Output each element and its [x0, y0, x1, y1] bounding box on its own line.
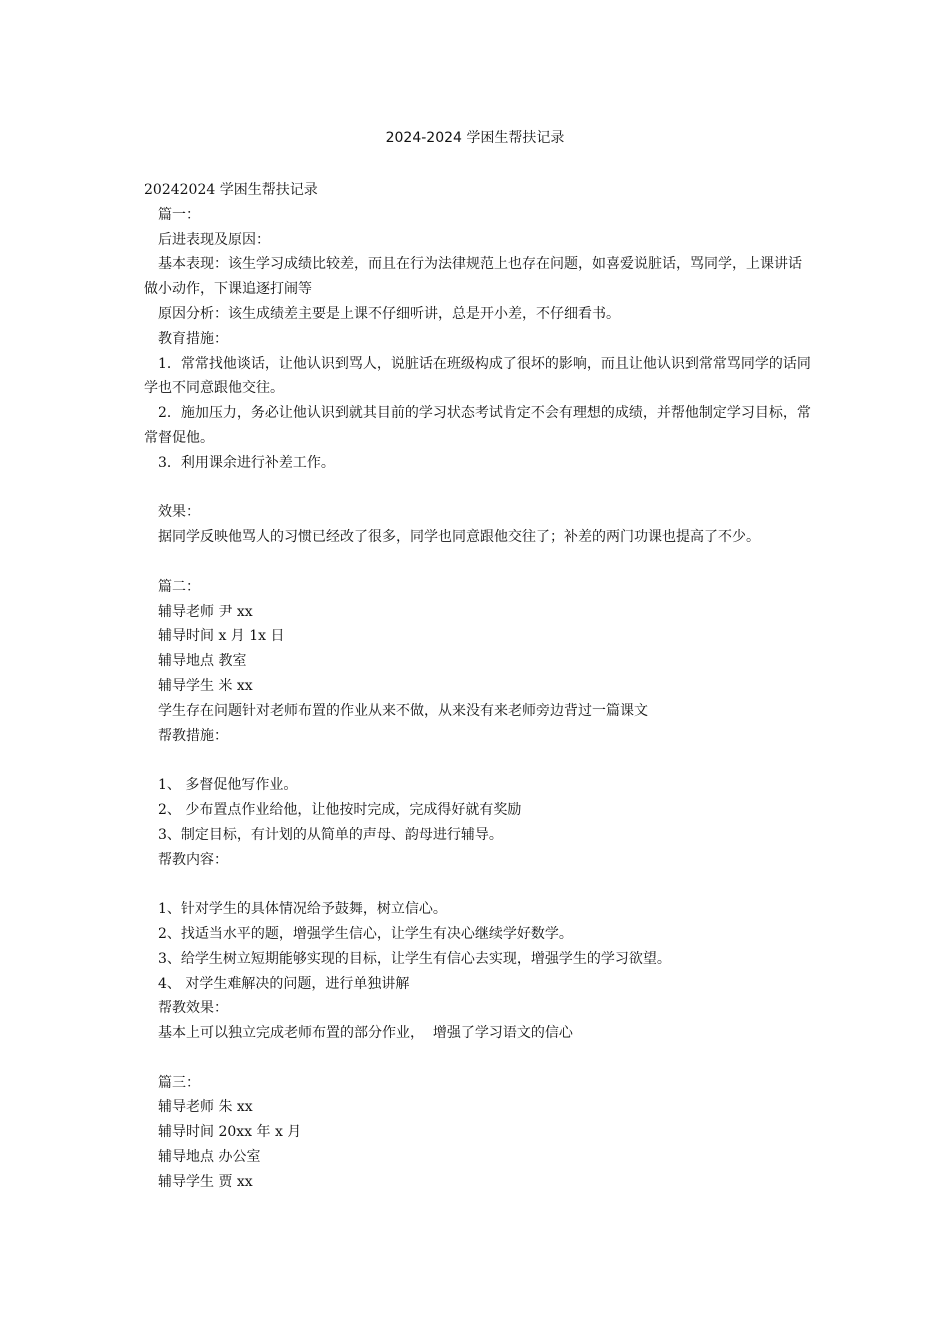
part2-measure-1: 1、 多督促他写作业。: [158, 777, 298, 794]
part1-effect-label: 效果：: [158, 504, 200, 521]
part2-content-4: 4、 对学生难解决的问题，进行单独讲解: [158, 975, 410, 992]
part2-measure-2: 2、 少布置点作业给他，让他按时完成，完成得好就有奖励: [158, 801, 522, 818]
part1-section-label: 后进表现及原因：: [158, 231, 270, 248]
part1-effect: 据同学反映他骂人的习惯已经改了很多，同学也同意跟他交往了；补差的两门功课也提高了不少。: [158, 529, 760, 546]
part1-basic-performance: 基本表现：该生学习成绩比较差，而且在行为法律规范上也存在问题，如喜爱说脏话，骂同学，上课讲话做小动作，下课追逐打闹等: [144, 256, 802, 298]
part2-teacher: 辅导老师 尹 xx: [158, 603, 253, 620]
document-body: [144, 178, 812, 1195]
part2-measures-label: 帮教措施：: [158, 727, 228, 744]
blank-line: [144, 476, 812, 501]
part3-student: 辅导学生 贾 xx: [158, 1173, 253, 1190]
part2-effect: 基本上可以独立完成老师布置的部分作业， 增强了学习语文的信心: [158, 1025, 573, 1042]
part2-problem: 学生存在问题针对老师布置的作业从来不做，从来没有来老师旁边背过一篇课文: [158, 702, 648, 719]
part3-place: 辅导地点 办公室: [158, 1149, 261, 1166]
part1-measure-1: 1．常常找他谈话，让他认识到骂人，说脏话在班级构成了很坏的影响，而且让他认识到常常骂同学的话同学也不同意跟他交往。: [144, 355, 811, 397]
part2-content-2: 2、找适当水平的题，增强学生信心，让学生有决心继续学好数学。: [158, 925, 573, 942]
page-title: 2024-2024 学困生帮扶记录: [385, 130, 565, 146]
blank-line: [144, 1046, 812, 1071]
part2-content-label: 帮教内容：: [158, 851, 228, 868]
part2-effect-label: 帮教效果：: [158, 1000, 228, 1017]
part1-label: 篇一：: [158, 206, 200, 223]
part2-content-3: 3、给学生树立短期能够实现的目标，让学生有信心去实现，增强学生的学习欲望。: [158, 950, 671, 967]
part1-measure-3: 3．利用课余进行补差工作。: [158, 454, 335, 471]
blank-line: [144, 872, 812, 897]
blank-line: [144, 550, 812, 575]
part2-label: 篇二：: [158, 578, 200, 595]
blank-line: [144, 748, 812, 773]
part2-time: 辅导时间 x 月 1x 日: [158, 628, 285, 645]
part3-teacher: 辅导老师 朱 xx: [158, 1099, 253, 1116]
part1-cause-analysis: 原因分析：该生成绩差主要是上课不仔细听讲，总是开小差，不仔细看书。: [158, 305, 620, 322]
part1-measures-label: 教育措施：: [158, 330, 228, 347]
part2-content-1: 1、针对学生的具体情况给予鼓舞，树立信心。: [158, 901, 447, 918]
part3-label: 篇三：: [158, 1074, 200, 1091]
part2-place: 辅导地点 教室: [158, 653, 247, 670]
part3-time: 辅导时间 20xx 年 x 月: [158, 1124, 302, 1141]
part1-measure-2: 2．施加压力，务必让他认识到就其目前的学习状态考试肯定不会有理想的成绩，并帮他制定学习目标，常常督促他。: [144, 405, 811, 446]
document-heading: 20242024 学困生帮扶记录: [144, 182, 318, 198]
part2-measure-3: 3、制定目标，有计划的从简单的声母、韵母进行辅导。: [158, 826, 503, 843]
part2-student: 辅导学生 米 xx: [158, 677, 253, 694]
